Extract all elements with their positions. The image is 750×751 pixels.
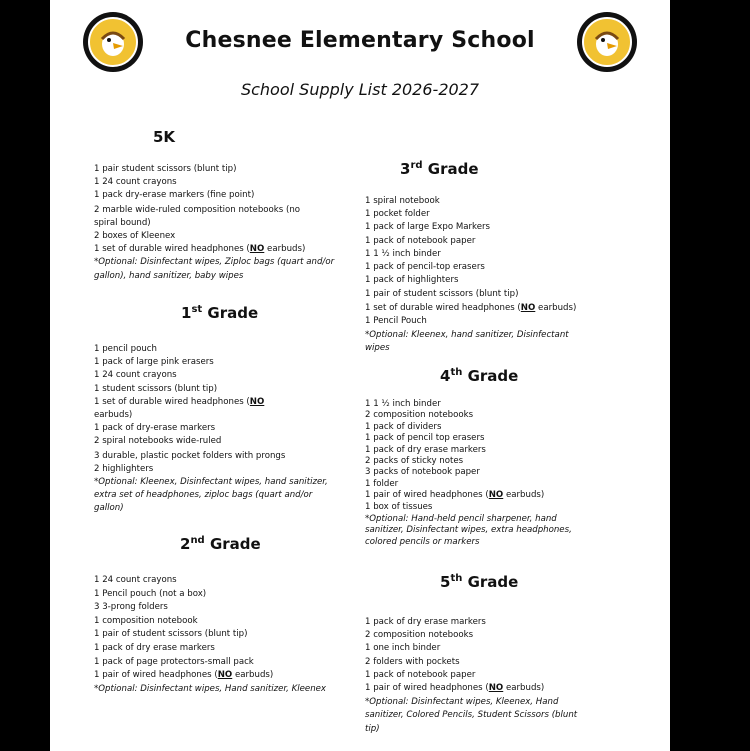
list-item: 1 pack of highlighters [365,275,459,286]
list-4th-grade [365,399,625,548]
list-item: 1 pack of pencil top erasers [365,433,485,444]
list-item: 1 pair of student scissors (blunt tip) [365,289,519,300]
list-item-optional: sanitizer, Colored Pencils, Student Scissors (blunt [365,710,578,721]
list-item: 1 pair of wired headphones (NO earbuds) [94,670,274,681]
list-item: 1 pack of large Expo Markers [365,222,491,233]
list-item-optional: *Optional: Disinfectant wipes, Ziploc bags (quart and/or [94,257,335,268]
list-item: 3 packs of notebook paper [365,467,480,478]
list-item: 1 one inch binder [365,643,441,654]
list-item: 1 pair of wired headphones (NO earbuds) [365,490,545,501]
list-item-optional: extra set of headphones, ziploc bags (quart and/or [94,490,313,501]
list-item: 2 boxes of Kleenex [94,231,176,242]
list-item-optional: *Optional: Kleenex, hand sanitizer, Disinfectant [365,330,569,341]
page-title: Chesnee Elementary School [185,28,535,53]
list-item: 1 1 ½ inch binder [365,399,441,409]
heading-2nd-grade: 2nd Grade [180,535,261,553]
list-item: 1 spiral notebook [365,196,440,206]
list-item: 1 pencil pouch [94,344,157,354]
list-item: 1 pack of dry-erase markers [94,423,216,434]
list-item: 3 3-prong folders [94,602,168,613]
list-item: 1 1 ½ inch binder [365,248,441,259]
list-item-optional: tip) [365,723,380,734]
list-item: 1 pack of pencil-top erasers [365,262,485,273]
list-item: 1 set of durable wired headphones (NO earbuds) [94,244,306,255]
list-item: 2 composition notebooks [365,410,474,421]
list-item: 1 pack of dividers [365,421,442,432]
list-item-optional: *Optional: Disinfectant wipes, Kleenex, Hand [365,697,559,708]
list-item: 1 set of durable wired headphones (NO [94,396,265,407]
list-item: 1 pair student scissors (blunt tip) [94,164,237,174]
list-item: 2 highlighters [94,463,154,474]
list-item-optional: *Optional: Kleenex, Disinfectant wipes, hand sanitizer, [94,477,328,488]
list-item: spiral bound) [94,217,151,228]
list-5th-grade [365,616,625,736]
list-item: 1 box of tissues [365,501,433,512]
list-item: 1 folder [365,478,399,489]
list-item: 1 pack of dry erase markers [365,617,486,627]
list-item-optional: *Optional: Disinfectant wipes, Hand sanitizer, Kleenex [94,683,327,694]
list-item: 1 pack dry-erase markers (fine point) [94,190,255,201]
list-1st-grade [94,343,344,516]
list-item: 1 student scissors (blunt tip) [94,383,218,394]
list-3rd-grade [365,195,615,355]
list-item: 1 pack of dry erase markers [94,642,215,653]
list-item: 2 marble wide-ruled composition notebooks (no [94,204,301,215]
list-item-optional: sanitizer, Disinfectant wipes, extra headphones, [365,525,572,536]
list-item: 1 pack of large pink erasers [94,357,214,368]
list-item: 2 folders with pockets [365,656,460,667]
list-item: 2 packs of sticky notes [365,456,464,467]
page-subtitle: School Supply List 2026-2027 [240,80,480,99]
list-item: 1 pack of notebook paper [365,669,476,680]
list-item-optional: colored pencils or markers [365,536,480,547]
list-5k [94,163,344,283]
list-item: 1 24 count crayons [94,575,177,585]
list-item: 1 24 count crayons [94,177,177,188]
list-item: 1 Pencil Pouch [365,315,427,326]
list-item: 1 pocket folder [365,209,430,220]
list-item: 1 composition notebook [94,615,198,626]
list-item-optional: *Optional: Hand-held pencil sharpener, hand [365,514,557,525]
list-item: 1 pack of notebook paper [365,235,476,246]
heading-5k: 5K [153,128,176,146]
list-item-optional: gallon) [94,503,124,514]
list-item: 2 spiral notebooks wide-ruled [94,436,222,447]
list-2nd-grade [94,574,354,696]
list-item: 1 set of durable wired headphones (NO earbuds) [365,302,577,313]
list-item: 1 pack of page protectors-small pack [94,656,254,667]
list-item: 1 pair of student scissors (blunt tip) [94,629,248,640]
list-item: 2 composition notebooks [365,630,474,641]
list-item: 1 Pencil pouch (not a box) [94,588,207,599]
heading-3rd-grade: 3rd Grade [400,160,479,178]
list-item: 3 durable, plastic pocket folders with prongs [94,450,286,461]
heading-1st-grade: 1st Grade [181,304,259,322]
heading-5th-grade: 5th Grade [440,573,519,591]
supply-list-page [50,0,670,751]
heading-4th-grade: 4th Grade [440,367,519,385]
list-item-optional: gallon), hand sanitizer, baby wipes [94,270,244,281]
list-item: 1 pack of dry erase markers [365,444,486,455]
list-item-optional: wipes [365,343,390,354]
list-item: 1 pair of wired headphones (NO earbuds) [365,683,545,694]
list-item: earbuds) [94,410,133,421]
list-item: 1 24 count crayons [94,370,177,381]
